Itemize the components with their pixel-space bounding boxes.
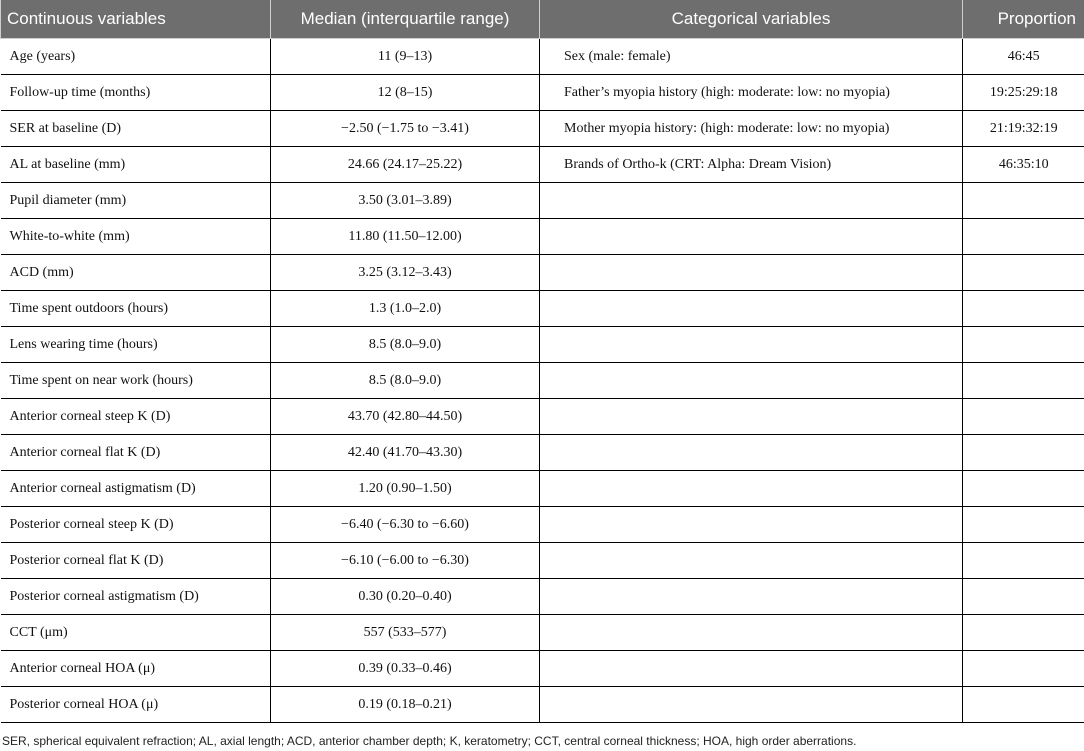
table-row bbox=[1, 147, 1084, 183]
continuous-variable-cell: White-to-white (mm) bbox=[1, 219, 271, 255]
table-row bbox=[1, 399, 1084, 435]
table-footnote: SER, spherical equivalent refraction; AL, axial length; ACD, anterior chamber depth; K, keratometry; CCT, central corneal thickness; HOA, high order aberrations. bbox=[2, 734, 857, 748]
median-iqr-cell: −2.50 (−1.75 to −3.41) bbox=[271, 111, 540, 147]
median-iqr-cell: 3.50 (3.01–3.89) bbox=[271, 183, 540, 219]
proportion-cell bbox=[963, 327, 1084, 363]
proportion-cell bbox=[963, 291, 1084, 327]
header-median-iqr: Median (interquartile range) bbox=[271, 0, 540, 39]
categorical-variable-cell bbox=[540, 615, 963, 651]
median-iqr-cell: 12 (8–15) bbox=[271, 75, 540, 111]
median-iqr-cell: 24.66 (24.17–25.22) bbox=[271, 147, 540, 183]
proportion-cell bbox=[963, 183, 1084, 219]
proportion-cell: 19:25:29:18 bbox=[963, 75, 1084, 111]
continuous-variable-cell: Age (years) bbox=[1, 39, 271, 75]
proportion-cell bbox=[963, 363, 1084, 399]
continuous-variable-cell: SER at baseline (D) bbox=[1, 111, 271, 147]
median-iqr-cell: 8.5 (8.0–9.0) bbox=[271, 363, 540, 399]
continuous-variable-cell: Posterior corneal flat K (D) bbox=[1, 543, 271, 579]
median-iqr-cell: −6.10 (−6.00 to −6.30) bbox=[271, 543, 540, 579]
categorical-variable-cell: Brands of Ortho-k (CRT: Alpha: Dream Vision) bbox=[540, 147, 963, 183]
table-row bbox=[1, 75, 1084, 111]
header-continuous-variables: Continuous variables bbox=[1, 0, 271, 39]
continuous-variable-cell: Pupil diameter (mm) bbox=[1, 183, 271, 219]
median-iqr-cell: 8.5 (8.0–9.0) bbox=[271, 327, 540, 363]
median-iqr-cell: 0.30 (0.20–0.40) bbox=[271, 579, 540, 615]
table-row bbox=[1, 363, 1084, 399]
median-iqr-cell: 11 (9–13) bbox=[271, 39, 540, 75]
categorical-variable-cell bbox=[540, 579, 963, 615]
proportion-cell bbox=[963, 219, 1084, 255]
continuous-variable-cell: Posterior corneal HOA (μ) bbox=[1, 687, 271, 723]
proportion-cell bbox=[963, 543, 1084, 579]
header-proportion: Proportion bbox=[963, 0, 1084, 39]
median-iqr-cell: 1.3 (1.0–2.0) bbox=[271, 291, 540, 327]
median-iqr-cell: 557 (533–577) bbox=[271, 615, 540, 651]
median-iqr-cell: 11.80 (11.50–12.00) bbox=[271, 219, 540, 255]
table-row bbox=[1, 39, 1084, 75]
categorical-variable-cell bbox=[540, 651, 963, 687]
table-row bbox=[1, 543, 1084, 579]
proportion-cell: 46:35:10 bbox=[963, 147, 1084, 183]
categorical-variable-cell: Mother myopia history: (high: moderate: low: no myopia) bbox=[540, 111, 963, 147]
categorical-variable-cell bbox=[540, 255, 963, 291]
proportion-cell bbox=[963, 579, 1084, 615]
table-row bbox=[1, 183, 1084, 219]
table-row bbox=[1, 327, 1084, 363]
continuous-variable-cell: Anterior corneal HOA (μ) bbox=[1, 651, 271, 687]
table-row bbox=[1, 471, 1084, 507]
categorical-variable-cell bbox=[540, 507, 963, 543]
proportion-cell bbox=[963, 435, 1084, 471]
categorical-variable-cell bbox=[540, 399, 963, 435]
continuous-variable-cell: CCT (μm) bbox=[1, 615, 271, 651]
table-row bbox=[1, 291, 1084, 327]
categorical-variable-cell bbox=[540, 471, 963, 507]
categorical-variable-cell bbox=[540, 327, 963, 363]
categorical-variable-cell bbox=[540, 687, 963, 723]
table-row bbox=[1, 615, 1084, 651]
continuous-variable-cell: Anterior corneal astigmatism (D) bbox=[1, 471, 271, 507]
median-iqr-cell: 42.40 (41.70–43.30) bbox=[271, 435, 540, 471]
table-row bbox=[1, 651, 1084, 687]
median-iqr-cell: 3.25 (3.12–3.43) bbox=[271, 255, 540, 291]
median-iqr-cell: −6.40 (−6.30 to −6.60) bbox=[271, 507, 540, 543]
continuous-variable-cell: Posterior corneal astigmatism (D) bbox=[1, 579, 271, 615]
proportion-cell bbox=[963, 471, 1084, 507]
categorical-variable-cell bbox=[540, 219, 963, 255]
median-iqr-cell: 0.19 (0.18–0.21) bbox=[271, 687, 540, 723]
table-body bbox=[1, 39, 1084, 723]
continuous-variable-cell: Anterior corneal flat K (D) bbox=[1, 435, 271, 471]
categorical-variable-cell bbox=[540, 291, 963, 327]
categorical-variable-cell bbox=[540, 435, 963, 471]
table-row bbox=[1, 687, 1084, 723]
continuous-variable-cell: ACD (mm) bbox=[1, 255, 271, 291]
continuous-variable-cell: Anterior corneal steep K (D) bbox=[1, 399, 271, 435]
continuous-variable-cell: Time spent outdoors (hours) bbox=[1, 291, 271, 327]
categorical-variable-cell bbox=[540, 183, 963, 219]
continuous-variable-cell: AL at baseline (mm) bbox=[1, 147, 271, 183]
continuous-variable-cell: Posterior corneal steep K (D) bbox=[1, 507, 271, 543]
proportion-cell bbox=[963, 399, 1084, 435]
table-row bbox=[1, 579, 1084, 615]
categorical-variable-cell: Sex (male: female) bbox=[540, 39, 963, 75]
categorical-variable-cell bbox=[540, 543, 963, 579]
proportion-cell: 46:45 bbox=[963, 39, 1084, 75]
proportion-cell bbox=[963, 255, 1084, 291]
header-categorical-variables: Categorical variables bbox=[540, 0, 963, 39]
table-row bbox=[1, 111, 1084, 147]
median-iqr-cell: 0.39 (0.33–0.46) bbox=[271, 651, 540, 687]
proportion-cell bbox=[963, 507, 1084, 543]
median-iqr-cell: 43.70 (42.80–44.50) bbox=[271, 399, 540, 435]
proportion-cell bbox=[963, 651, 1084, 687]
table-row bbox=[1, 219, 1084, 255]
proportion-cell: 21:19:32:19 bbox=[963, 111, 1084, 147]
continuous-variable-cell: Lens wearing time (hours) bbox=[1, 327, 271, 363]
continuous-variable-cell: Time spent on near work (hours) bbox=[1, 363, 271, 399]
proportion-cell bbox=[963, 687, 1084, 723]
table-row bbox=[1, 435, 1084, 471]
table-row bbox=[1, 255, 1084, 291]
table-header-row bbox=[1, 0, 1084, 39]
categorical-variable-cell bbox=[540, 363, 963, 399]
categorical-variable-cell: Father’s myopia history (high: moderate: low: no myopia) bbox=[540, 75, 963, 111]
continuous-variable-cell: Follow-up time (months) bbox=[1, 75, 271, 111]
median-iqr-cell: 1.20 (0.90–1.50) bbox=[271, 471, 540, 507]
table-row bbox=[1, 507, 1084, 543]
proportion-cell bbox=[963, 615, 1084, 651]
